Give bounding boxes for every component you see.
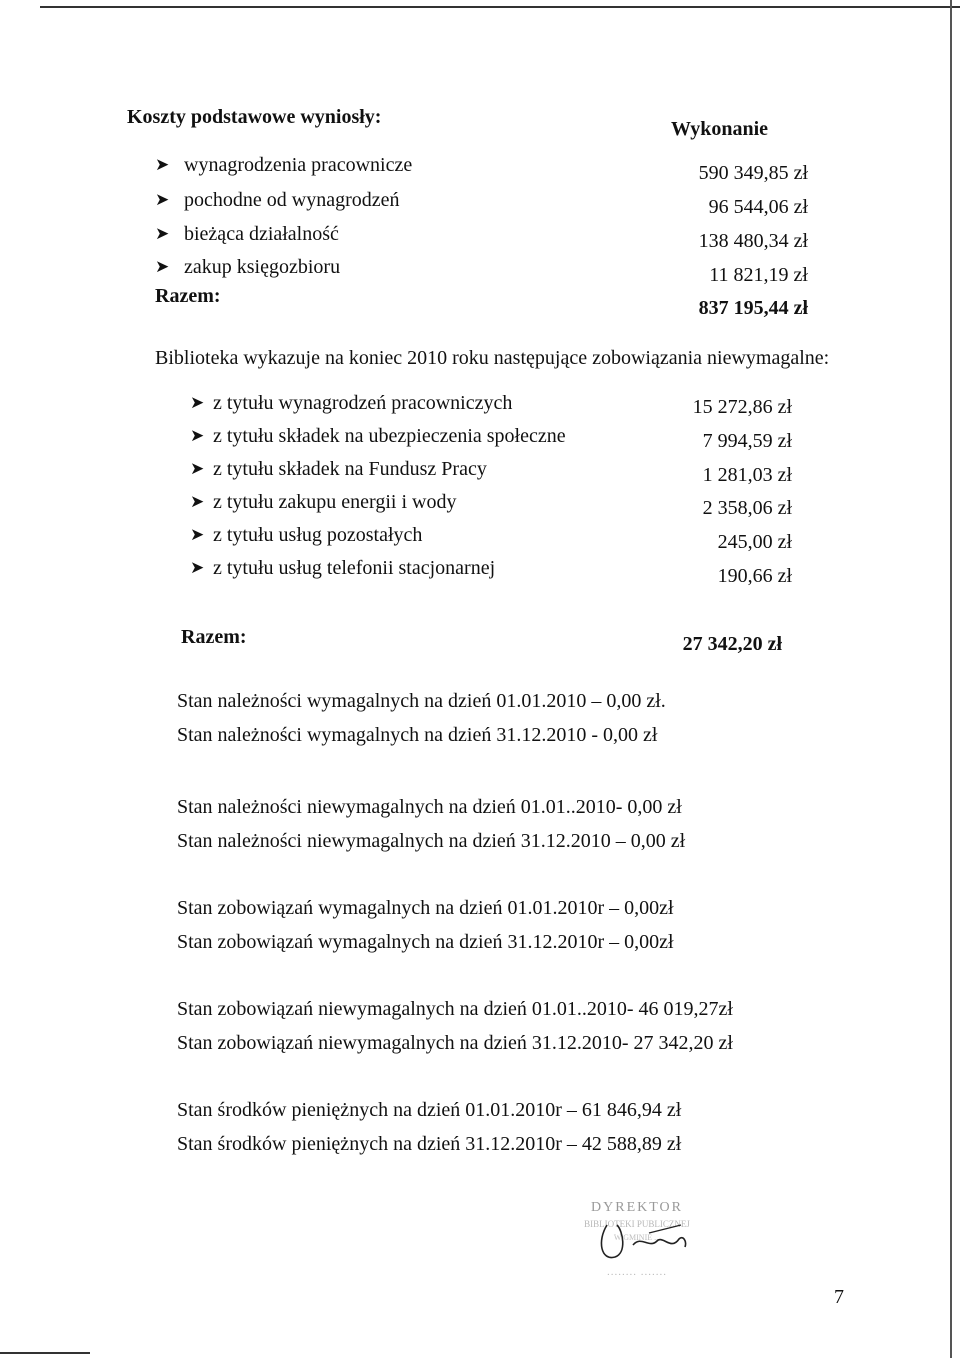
liability-row-value: 245,00 zł <box>717 531 792 553</box>
statement-line: Stan należności niewymagalnych na dzień 01.01..2010- 0,00 zł <box>177 796 682 818</box>
cost-row-label: pochodne od wynagrodzeń <box>184 189 400 211</box>
cost-row-value: 11 821,19 zł <box>709 264 808 286</box>
liability-row-label: z tytułu usług pozostałych <box>213 524 423 546</box>
cost-row-value: 96 544,06 zł <box>708 196 808 218</box>
arrowhead-bullet-icon: ➤ <box>190 525 205 544</box>
liability-row-label: z tytułu wynagrodzeń pracowniczych <box>213 392 513 414</box>
liability-row-value: 7 994,59 zł <box>702 430 792 452</box>
cost-row-label: bieżąca działalność <box>184 223 339 245</box>
statement-line: Stan zobowiązań wymagalnych na dzień 01.01.2010r – 0,00zł <box>177 897 674 919</box>
arrowhead-bullet-icon: ➤ <box>190 426 205 445</box>
scan-edge-top <box>40 6 960 8</box>
statement-line: Stan zobowiązań wymagalnych na dzień 31.12.2010r – 0,00zł <box>177 931 674 953</box>
svg-text:W GMINIE ...: W GMINIE ... <box>613 1233 661 1242</box>
liabilities-total-label: Razem: <box>181 626 247 648</box>
arrowhead-bullet-icon: ➤ <box>155 257 170 276</box>
cost-row-label: zakup księgozbioru <box>184 256 341 278</box>
scan-edge-bottom <box>0 1352 90 1354</box>
statement-line: Stan należności wymagalnych na dzień 31.12.2010 - 0,00 zł <box>177 724 658 746</box>
cost-row-value: 138 480,34 zł <box>698 230 808 252</box>
statement-line: Stan środków pieniężnych na dzień 01.01.2010r – 61 846,94 zł <box>177 1099 682 1121</box>
liability-row-value: 15 272,86 zł <box>692 396 792 418</box>
svg-text:DYREKTOR: DYREKTOR <box>591 1200 683 1215</box>
statement-line: Stan środków pieniężnych na dzień 31.12.2010r – 42 588,89 zł <box>177 1133 682 1155</box>
liability-row-label: z tytułu usług telefonii stacjonarnej <box>213 557 496 579</box>
statement-line: Stan należności niewymagalnych na dzień 31.12.2010 – 0,00 zł <box>177 830 686 852</box>
scan-edge-right <box>950 0 952 1358</box>
arrowhead-bullet-icon: ➤ <box>190 459 205 478</box>
svg-text:BIBLIOTEKI PUBLICZNEJ: BIBLIOTEKI PUBLICZNEJ <box>584 1219 690 1229</box>
liability-row-label: z tytułu zakupu energii i wody <box>213 491 457 513</box>
cost-row-label: wynagrodzenia pracownicze <box>184 154 413 176</box>
liability-row-label: z tytułu składek na ubezpieczenia społeczne <box>213 425 566 447</box>
costs-total-value: 837 195,44 zł <box>698 297 808 319</box>
director-stamp-signature <box>545 1195 735 1285</box>
arrowhead-bullet-icon: ➤ <box>155 224 170 243</box>
cost-row-value: 590 349,85 zł <box>698 162 808 184</box>
arrowhead-bullet-icon: ➤ <box>155 155 170 174</box>
svg-text:........ .......: ........ ....... <box>607 1266 667 1278</box>
liability-row-value: 1 281,03 zł <box>702 464 792 486</box>
costs-total-label: Razem: <box>155 285 221 307</box>
liability-row-label: z tytułu składek na Fundusz Pracy <box>213 458 487 480</box>
liability-row-value: 190,66 zł <box>717 565 792 587</box>
liabilities-intro: Biblioteka wykazuje na koniec 2010 roku następujące zobowiązania niewymagalne: <box>155 347 830 369</box>
statement-line: Stan zobowiązań niewymagalnych na dzień 31.12.2010- 27 342,20 zł <box>177 1032 733 1054</box>
arrowhead-bullet-icon: ➤ <box>190 558 205 577</box>
costs-heading: Koszty podstawowe wyniosły: <box>127 106 382 128</box>
costs-column-header: Wykonanie <box>670 118 768 140</box>
page-number: 7 <box>834 1286 844 1308</box>
arrowhead-bullet-icon: ➤ <box>190 492 205 511</box>
arrowhead-bullet-icon: ➤ <box>155 190 170 209</box>
statement-line: Stan zobowiązań niewymagalnych na dzień 01.01..2010- 46 019,27zł <box>177 998 733 1020</box>
arrowhead-bullet-icon: ➤ <box>190 393 205 412</box>
statement-line: Stan należności wymagalnych na dzień 01.01.2010 – 0,00 zł. <box>177 690 666 712</box>
liabilities-total-value: 27 342,20 zł <box>682 633 782 655</box>
liability-row-value: 2 358,06 zł <box>702 497 792 519</box>
